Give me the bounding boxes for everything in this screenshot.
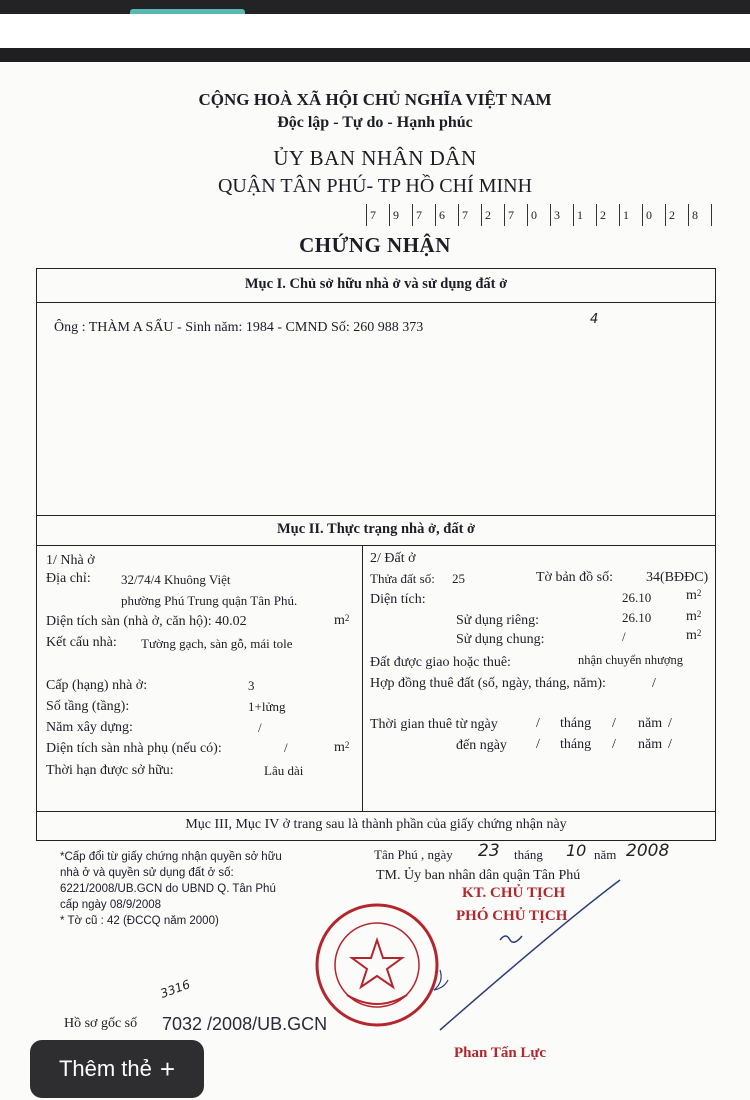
- add-tag-button[interactable]: [30, 1040, 204, 1098]
- section3-note: Mục III, Mục IV ở trang sau là thành phần của giấy chứng nhận này: [185, 817, 567, 832]
- active-tab-indicator: [130, 9, 245, 14]
- archive-handnote: 3316: [158, 977, 193, 1001]
- serial-digit: 7: [412, 204, 435, 226]
- footnote-line4: cấp ngày 08/9/2008: [60, 899, 162, 911]
- top-status-bar: [0, 0, 750, 14]
- grade-value: 3: [248, 678, 255, 693]
- serial-digit: 7: [458, 204, 481, 226]
- section2-title: Mục II. Thực trạng nhà ở, đất ở: [276, 521, 476, 537]
- footnote-line3: 6221/2008/UB.GCN do UBND Q. Tân Phú: [60, 883, 276, 895]
- grade-label: Cấp (hạng) nhà ở:: [46, 678, 148, 693]
- aux-area-value: /: [284, 740, 288, 755]
- floor-area-unit: $m^2$: [334, 613, 350, 628]
- serial-number-box: [366, 204, 712, 226]
- term-value: Lâu dài: [264, 763, 304, 778]
- section1-title: Mục I. Chủ sở hữu nhà ở và sử dụng đất ở: [244, 276, 508, 292]
- lease-contract-label: Hợp đồng thuê đất (số, ngày, tháng, năm):: [370, 676, 606, 691]
- lease-from-label: Thời gian thuê từ ngày: [370, 717, 498, 732]
- built-label: Năm xây dựng:: [46, 720, 133, 735]
- assigned-label: Đất được giao hoặc thuê:: [370, 655, 511, 670]
- land-heading: 2/ Đất ở: [370, 551, 416, 566]
- land-area-value: 26.10: [622, 590, 652, 605]
- land-area-label: Diện tích:: [370, 592, 426, 607]
- owner-line: Ông : THÀM A SẨU - Sinh năm: 1984 - CMND Số: 260 988 373: [54, 320, 424, 335]
- sign-year-label: năm: [594, 847, 617, 862]
- address-line2: phường Phú Trung quận Tân Phú.: [121, 593, 298, 608]
- lease-to-year: /: [668, 737, 672, 752]
- signer-name: Phan Tấn Lực: [454, 1045, 547, 1061]
- section2-divider: [36, 545, 716, 546]
- sign-vice: PHÓ CHỦ TỊCH: [456, 908, 568, 924]
- land-area-unit: $m^2$: [686, 588, 702, 603]
- certificate-title: CHỨNG NHẬN: [299, 233, 451, 257]
- sign-day: 23: [478, 841, 500, 861]
- serial-digit: 3: [550, 204, 573, 226]
- footnote-line5: * Tờ cũ : 42 (ĐCCQ năm 2000): [60, 915, 219, 927]
- viewer-top-band: [0, 48, 750, 62]
- lease-to-label: đến ngày: [456, 738, 507, 753]
- parcel-label: Thửa đất số:: [370, 571, 435, 586]
- term-label: Thời hạn được sở hữu:: [46, 763, 174, 778]
- private-use-label: Sử dụng riêng:: [456, 613, 540, 628]
- lease-to-month-label: tháng: [560, 737, 592, 752]
- aux-area-label: Diện tích sàn nhà phụ (nếu có):: [46, 741, 222, 756]
- sign-month-label: tháng: [514, 847, 543, 862]
- common-use-value: /: [622, 629, 626, 644]
- sign-place-date: Tân Phú , ngày: [374, 847, 453, 862]
- handwritten-mark: 4: [590, 312, 599, 327]
- district-title: QUẬN TÂN PHÚ- TP HỒ CHÍ MINH: [217, 175, 533, 197]
- archive-label: Hồ sơ gốc số: [64, 1016, 138, 1031]
- section1-divider: [36, 302, 716, 303]
- floors-value: 1+lửng: [248, 699, 286, 714]
- serial-digit: 2: [665, 204, 688, 226]
- serial-digit: 2: [481, 204, 504, 226]
- serial-digit: 9: [389, 204, 412, 226]
- lease-from-month-label: tháng: [560, 716, 592, 731]
- serial-digit: 1: [619, 204, 642, 226]
- house-heading: 1/ Nhà ở: [46, 553, 95, 568]
- lease-from-day: /: [536, 716, 540, 731]
- common-use-label: Sử dụng chung:: [456, 632, 545, 647]
- section1-box: [36, 268, 716, 516]
- serial-digit: 1: [573, 204, 596, 226]
- built-value: /: [258, 720, 262, 735]
- archive-value: 7032 /2008/UB.GCN: [162, 1014, 328, 1034]
- section2-column-divider: [362, 545, 363, 812]
- lease-to-day: /: [536, 737, 540, 752]
- serial-digit: 0: [642, 204, 665, 226]
- lease-to-year-label: năm: [638, 737, 663, 752]
- private-use-value: 26.10: [622, 610, 652, 625]
- private-use-unit: $m^2$: [686, 609, 702, 624]
- sign-month: 10: [566, 841, 587, 860]
- serial-digit: 2: [596, 204, 619, 226]
- address-line1: 32/74/4 Khuông Việt: [121, 572, 231, 587]
- nation-title: CỘNG HOÀ XÃ HỘI CHỦ NGHĨA VIỆT NAM: [198, 90, 552, 109]
- serial-digit: 7: [504, 204, 527, 226]
- floors-label: Số tầng (tầng):: [46, 699, 130, 714]
- plus-icon: +: [159, 1054, 176, 1084]
- committee-title: ỦY BAN NHÂN DÂN: [273, 146, 477, 170]
- sign-kt: KT. CHỦ TỊCH: [462, 885, 566, 901]
- parcel-value: 25: [452, 571, 465, 586]
- aux-area-unit: $m^2$: [334, 740, 350, 755]
- footnote-line1: *Cấp đổi từ giấy chứng nhận quyền sở hữu: [60, 851, 282, 863]
- map-value: 34(BĐĐC): [646, 570, 709, 585]
- lease-from-year-label: năm: [638, 716, 663, 731]
- serial-digit: 0: [527, 204, 550, 226]
- structure-value: Tường gạch, sàn gỗ, mái tole: [141, 636, 293, 651]
- official-stamp-seal: [312, 900, 442, 1030]
- structure-label: Kết cấu nhà:: [46, 635, 117, 650]
- floor-area: Diện tích sàn (nhà ở, căn hộ): 40.02: [46, 614, 247, 629]
- assigned-value: nhận chuyển nhượng: [578, 653, 684, 667]
- lease-from-month: /: [612, 716, 616, 731]
- lease-to-month: /: [612, 737, 616, 752]
- motto: Độc lập - Tự do - Hạnh phúc: [277, 114, 473, 131]
- sign-year: 2008: [626, 841, 670, 861]
- lease-contract-value: /: [652, 676, 656, 691]
- sign-authority: TM. Ủy ban nhân dân quận Tân Phú: [376, 868, 581, 883]
- serial-digit: 8: [688, 204, 712, 226]
- footnote-line2: nhà ở và quyền sử dụng đất ở số:: [60, 867, 234, 879]
- serial-digit: 7: [366, 204, 389, 226]
- map-label: Tờ bản đồ số:: [536, 570, 614, 585]
- add-tag-label: Thêm thẻ: [58, 1056, 152, 1081]
- address-label: Địa chỉ:: [46, 571, 91, 586]
- serial-digit: 6: [435, 204, 458, 226]
- common-use-unit: $m^2$: [686, 628, 702, 643]
- lease-from-year: /: [668, 716, 672, 731]
